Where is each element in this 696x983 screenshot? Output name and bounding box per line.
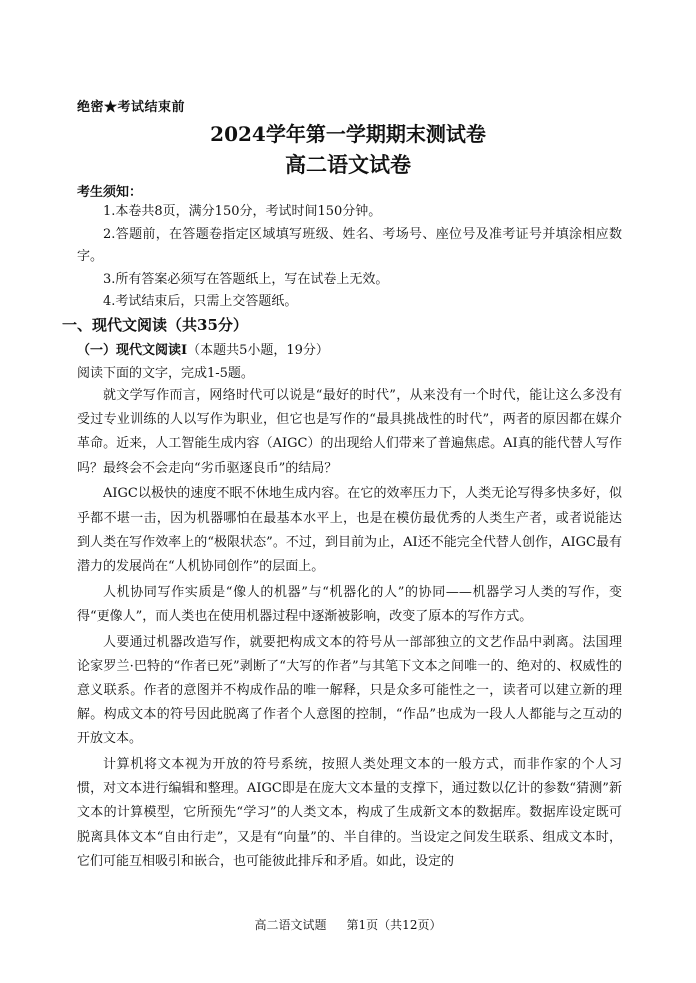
secret-mark: 绝密★考试结束前 <box>77 100 186 115</box>
reading-passage <box>77 384 622 874</box>
subsection-heading <box>77 339 329 358</box>
passage-paragraph: 就文学写作而言，网络时代可以说是“最好的时代”，从来没有一个时代，能让这么多没有受过专业训练的人以写作为职业，但它也是写作的“最具挑战性的时代”，两者的原因都在媒介革命。近来，人工智能生成内容（AIGC）的出现给人们带来了普遍焦虑。AI真的能代替人写作吗？最终会不会走向“劣币驱逐良币”的结局？ <box>77 388 622 476</box>
notice-item: 1.本卷共8页，满分150分，考试时间150分钟。 <box>103 204 382 219</box>
passage-paragraph: AIGC以极快的速度不眠不休地生成内容。在它的效率压力下，人类无论写得多快多好，似乎都不堪一击，因为机器哪怕在最基本水平上，也是在模仿最优秀的人类生产者，或者说能达到人类在写作效率上的“极限状态”。不过，到目前为止，AI还不能完全代替人创作，AIGC最有潜力的发展尚在“人机协同创作”的层面上。 <box>77 486 622 574</box>
footer-subject: 高二语文试题 <box>254 918 327 932</box>
passage-paragraph: 人机协同写作实质是“像人的机器”与“机器化的人”的协同——机器学习人类的写作，变得“更像人”，而人类也在使用机器过程中逐渐被影响，改变了原本的写作方式。 <box>77 584 622 624</box>
notice-item: 2.答题前，在答题卷指定区域填写班级、姓名、考场号、座位号及准考证号并填涂相应数字。 <box>77 226 622 264</box>
subsection-note: （本题共5小题，19分） <box>187 343 329 358</box>
notice-item: 4.考试结束后，只需上交答题纸。 <box>103 294 298 309</box>
reading-instruction: 阅读下面的文字，完成1-5题。 <box>77 366 254 381</box>
section-title: 一、现代文阅读（共35分） <box>62 316 248 334</box>
subsection-title: （一）现代文阅读Ⅰ <box>77 343 188 358</box>
notice-list <box>77 201 622 314</box>
notice-heading: 考生须知： <box>77 185 143 200</box>
page-footer <box>0 916 696 933</box>
exam-title: 2024学年第一学期期末测试卷 <box>210 122 486 146</box>
notice-item: 3.所有答案必须写在答题纸上，写在试卷上无效。 <box>103 271 389 287</box>
passage-paragraph: 人要通过机器改造写作，就要把构成文本的符号从一部部独立的文艺作品中剥离。法国理论家罗兰·巴特的“作者已死”剥断了“大写的作者”与其笔下文本之间唯一的、绝对的、权威性的意义联系。作者的意图并不构成作品的唯一解释，只是众多可能性之一，读者可以建立新的理解。构成文本的符号因此脱离了作者个人意图的控制，“作品”也成为一段人人都能与之互动的开放文本。 <box>77 634 622 747</box>
footer-page-number: 第1页（共12页） <box>346 918 442 932</box>
passage-paragraph: 计算机将文本视为开放的符号系统，按照人类处理文本的一般方式，而非作家的个人习惯，对文本进行编辑和整理。AIGC即是在庞大文本量的支撑下，通过数以亿计的参数“猜测”新文本的计算模型，它所预先“学习”的人类文本，构成了生成新文本的数据库。数据库设定既可脱离具体文本“自由行走”，又是有“向量”的、半自律的。当设定之间发生联系、组成文本时，它们可能互相吸引和嵌合，也可能彼此排斥和矛盾。如此，设定的 <box>77 757 622 869</box>
exam-subtitle: 高二语文试卷 <box>285 152 411 177</box>
